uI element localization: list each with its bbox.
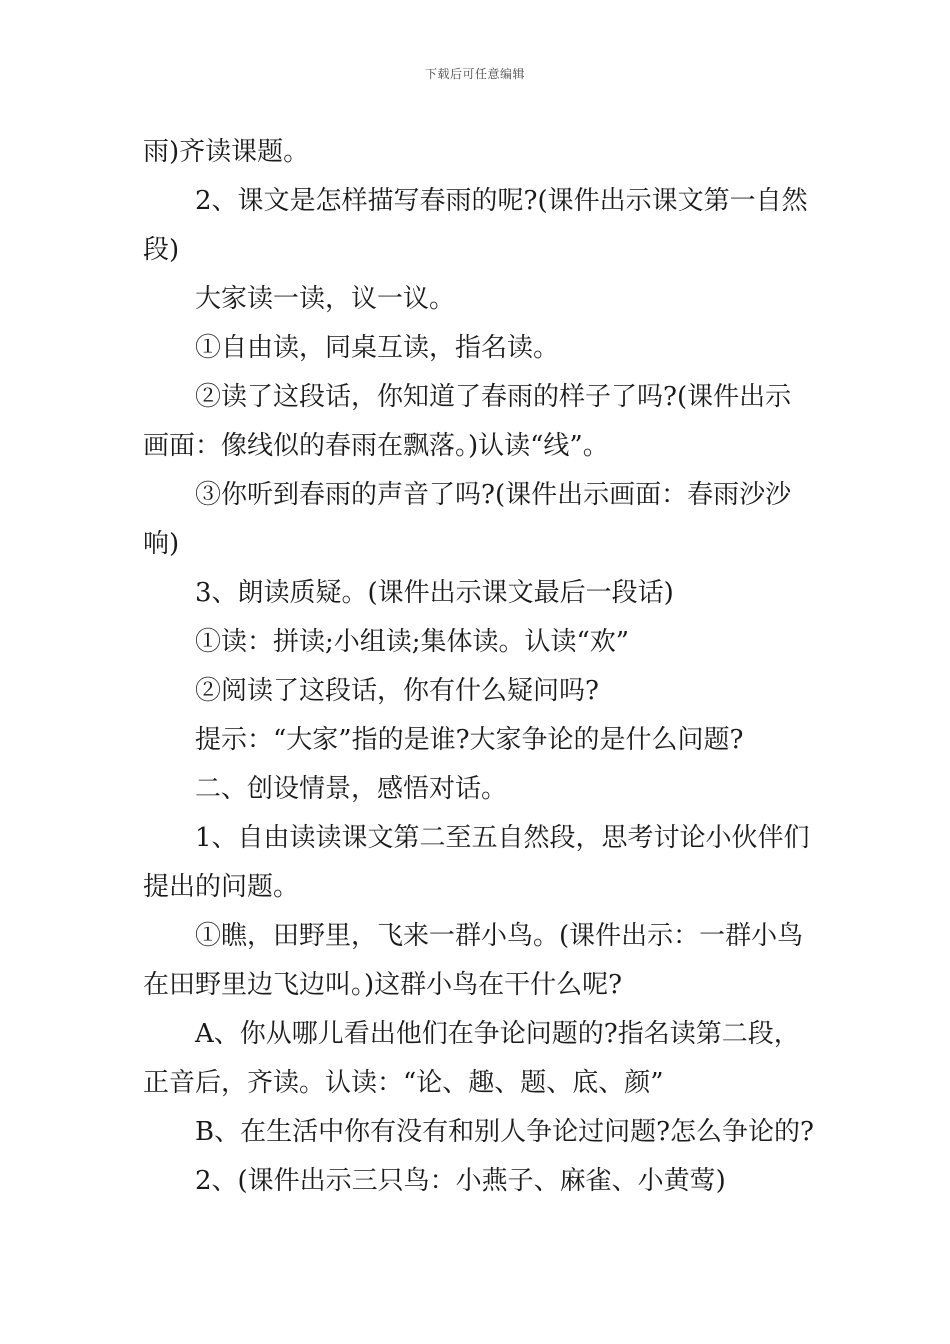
text-line: 2、(课件出示三只鸟：小燕子、麻雀、小黄莺) — [195, 1166, 726, 1196]
text-line: 2、课文是怎样描写春雨的呢?(课件出示课文第一自然 — [195, 186, 808, 216]
text-line: 在田野里边飞边叫。)这群小鸟在干什么呢? — [143, 970, 623, 1000]
text-line: ①瞧，田野里，飞来一群小鸟。(课件出示：一群小鸟 — [195, 921, 804, 951]
text-line: 响) — [143, 529, 180, 559]
text-line: ①自由读，同桌互读，指名读。 — [195, 333, 560, 363]
text-line: 大家读一读，议一议。 — [195, 284, 456, 314]
text-line: 提示：“大家”指的是谁?大家争论的是什么问题? — [195, 725, 744, 755]
text-line: ②阅读了这段话，你有什么疑问吗? — [195, 676, 599, 706]
text-line: B、在生活中你有没有和别人争论过问题?怎么争论的? — [195, 1117, 814, 1147]
text-line: A、你从哪儿看出他们在争论问题的?指名读第二段， — [195, 1019, 800, 1049]
text-line: 1、自由读读课文第二至五自然段，思考讨论小伙伴们 — [195, 823, 810, 853]
text-line: 提出的问题。 — [143, 872, 300, 902]
text-line: 段) — [143, 235, 180, 265]
text-line: 正音后，齐读。认读：“论、趣、题、底、颜” — [143, 1068, 664, 1098]
text-line: ①读：拼读;小组读;集体读。认读“欢” — [195, 627, 630, 657]
document-body — [143, 128, 814, 1206]
text-line: 画面：像线似的春雨在飘落。)认读“线”。 — [143, 431, 609, 461]
text-line: 3、朗读质疑。(课件出示课文最后一段话) — [195, 578, 674, 608]
text-line: 二、创设情景，感悟对话。 — [195, 774, 508, 804]
page-header: 下载后可任意编辑 — [424, 67, 525, 81]
text-line: ②读了这段话，你知道了春雨的样子了吗?(课件出示 — [195, 382, 792, 412]
text-line: 雨)齐读课题。 — [143, 137, 310, 167]
text-line: ③你听到春雨的声音了吗?(课件出示画面：春雨沙沙 — [195, 480, 792, 510]
